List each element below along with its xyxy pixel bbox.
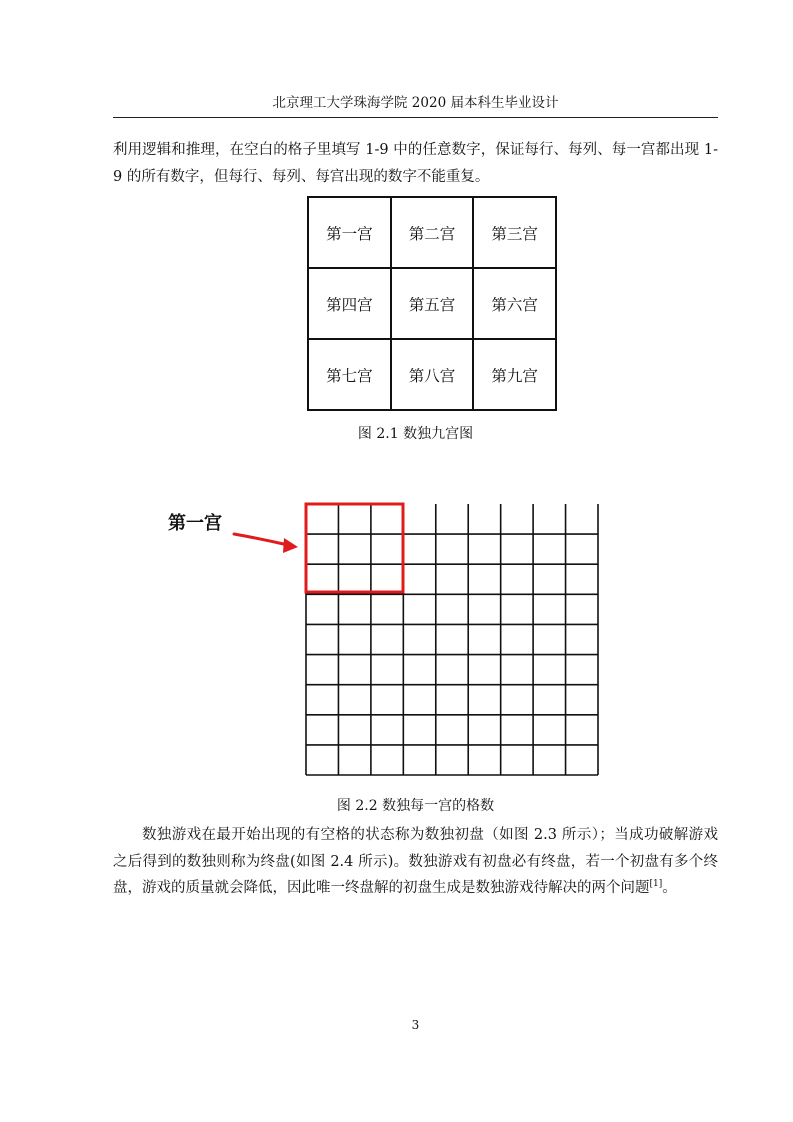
- palace-cell: 第五宫: [392, 269, 475, 340]
- palace-cell: 第八宫: [392, 340, 475, 411]
- page-number: 3: [411, 1018, 420, 1032]
- body-paragraph-end: 。: [662, 880, 677, 896]
- arrow-head-icon: [283, 538, 298, 553]
- first-palace-highlight: [306, 504, 403, 592]
- palace-cell: 第一宫: [309, 198, 392, 269]
- figure-2-1-caption: 图 2.1 数独九宫图: [357, 426, 474, 442]
- first-palace-label: 第一宫: [168, 513, 222, 534]
- body-paragraph: [113, 822, 718, 902]
- sudoku-grid-lines: [306, 504, 598, 775]
- arrow-line: [234, 534, 288, 545]
- page-header: 北京理工大学珠海学院 2020 届本科生毕业设计: [272, 95, 559, 111]
- figure-2-2-caption: 图 2.2 数独每一宫的格数: [336, 798, 495, 814]
- body-paragraph-text: 数独游戏在最开始出现的有空格的状态称为数独初盘（如图 2.3 所示）；当成功破解游戏之后得到的数独则称为终盘(如图 2.4 所示)。数独游戏有初盘必有终盘，若一个初盘有多个终盘，游戏的质量就会降低，因此唯一终盘解的初盘生成是数独游戏待解决的两个问题: [113, 827, 718, 896]
- palace-cell: 第六宫: [474, 269, 557, 340]
- palace-cell: 第三宫: [474, 198, 557, 269]
- citation-ref: [1]: [649, 879, 663, 890]
- palace-cell: 第九宫: [474, 340, 557, 411]
- palace-cell: 第七宫: [309, 340, 392, 411]
- intro-paragraph: 利用逻辑和推理，在空白的格子里填写 1-9 中的任意数字，保证每行、每列、每一宫都出现 1-9 的所有数字，但每行、每列、每宫出现的数字不能重复。: [113, 142, 718, 185]
- palace-cell: 第四宫: [309, 269, 392, 340]
- palace-cell: 第二宫: [392, 198, 475, 269]
